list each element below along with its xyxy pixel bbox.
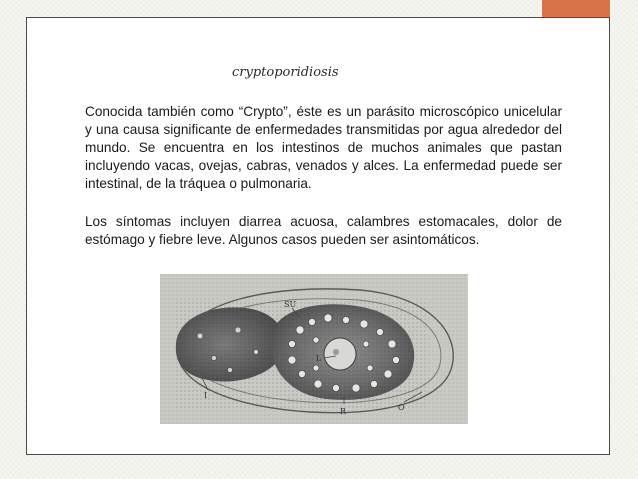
slide-title: cryptoporidiosis <box>232 65 339 80</box>
paragraph-description: Conocida también como “Crypto”, éste es un parásito microscópico unicelular y una causa significante de enfermedades transmitidas por agua alrededor del mundo. Se encuentra en los intestinos de muchos animales que pastan incluyendo vacas, ovejas, cabras, venados y alces. La enfermedad puede ser intestinal, de la tráquea o pulmonaria. <box>85 104 562 191</box>
label-o: O <box>398 403 405 412</box>
label-su: SU <box>284 300 297 309</box>
paragraph-symptoms: Los síntomas incluyen diarrea acuosa, calambres estomacales, dolor de estómago y fiebre leve. Algunos casos pueden ser asintomáticos. <box>85 214 562 247</box>
label-r: R <box>340 407 347 416</box>
micrograph-image <box>160 274 468 424</box>
label-l: L <box>316 354 322 363</box>
nucleus <box>324 338 356 370</box>
label-i: I <box>204 391 208 400</box>
micrograph-figure <box>160 274 468 424</box>
